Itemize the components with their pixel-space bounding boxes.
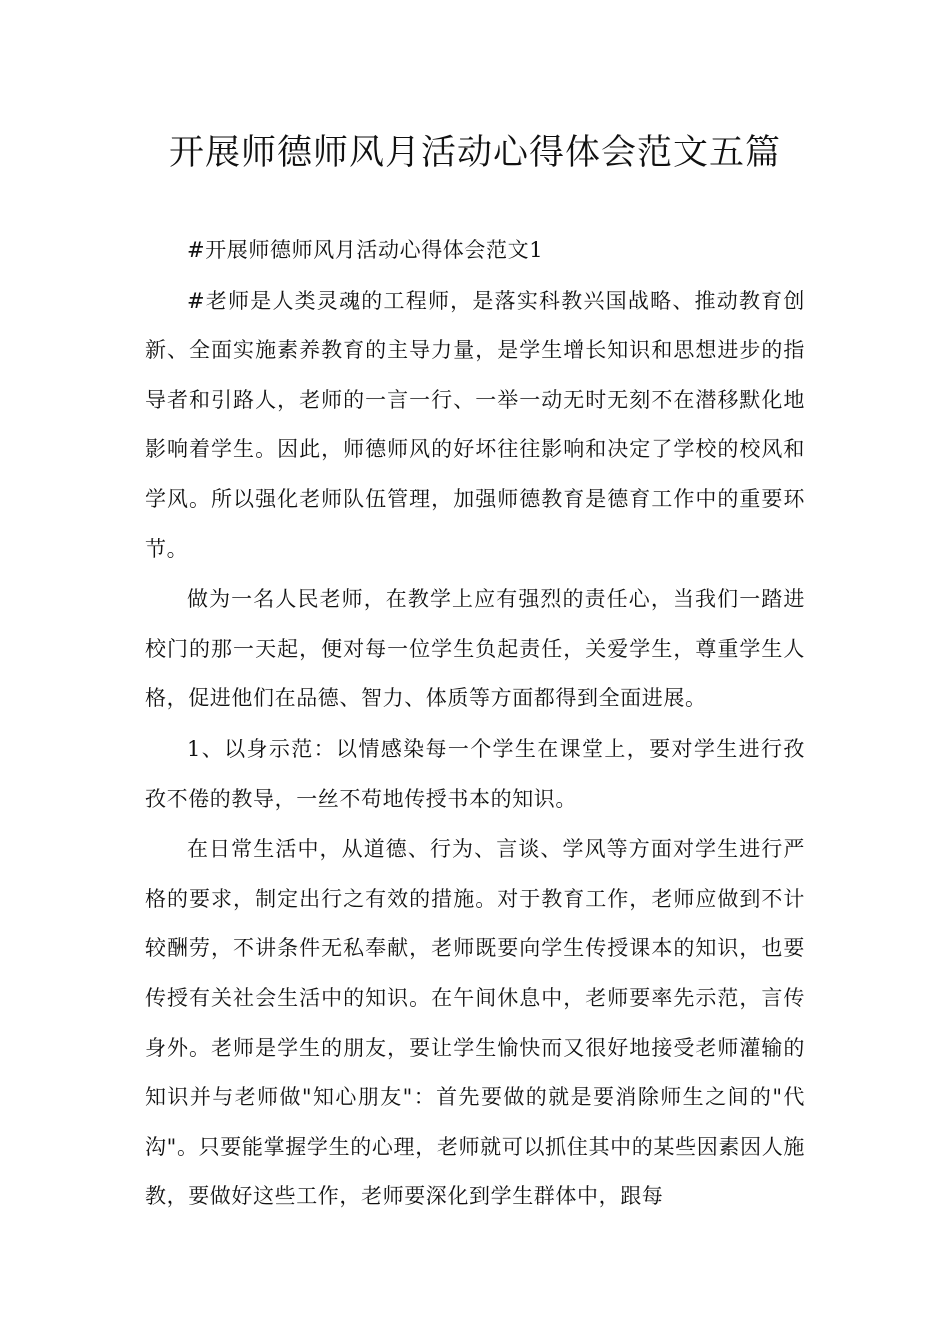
paragraph: 做为一名人民老师，在教学上应有强烈的责任心，当我们一踏进校门的那一天起，便对每一位学生负起责任，关爱学生，尊重学生人格，促进他们在品德、智力、体质等方面都得到全面进展。 [145,587,805,711]
document-body [145,226,805,1223]
paragraph-heading: #开展师德师风月活动心得体会范文1 [187,238,544,262]
paragraph: #老师是人类灵魂的工程师，是落实科教兴国战略、推动教育创新、全面实施素养教育的主导力量，是学生增长知识和思想进步的指导者和引路人，老师的一言一行、一举一动无时无刻不在潜移默化地影响着学生。因此，师德师风的好坏往往影响和决定了学校的校风和学风。所以强化老师队伍管理，加强师德教育是德育工作中的重要环节。 [145,288,805,561]
paragraph: 1、以身示范：以情感染每一个学生在课堂上，要对学生进行孜孜不倦的教导，一丝不苟地传授书本的知识。 [145,736,805,811]
paragraph: 在日常生活中，从道德、行为、言谈、学风等方面对学生进行严格的要求，制定出行之有效的措施。对于教育工作，老师应做到不计较酬劳，不讲条件无私奉献，老师既要向学生传授课本的知识，也要传授有关社会生活中的知识。在午间休息中，老师要率先示范，言传身外。老师是学生的朋友，要让学生愉快而又很好地接受老师灌输的知识并与老师做"知心朋友"：首先要做的就是要消除师生之间的"代沟"。只要能掌握学生的心理，老师就可以抓住其中的某些因素因人施教，要做好这些工作，老师要深化到学生群体中，跟每 [145,837,805,1209]
document-title: 开展师德师风月活动心得体会范文五篇 [168,133,781,173]
